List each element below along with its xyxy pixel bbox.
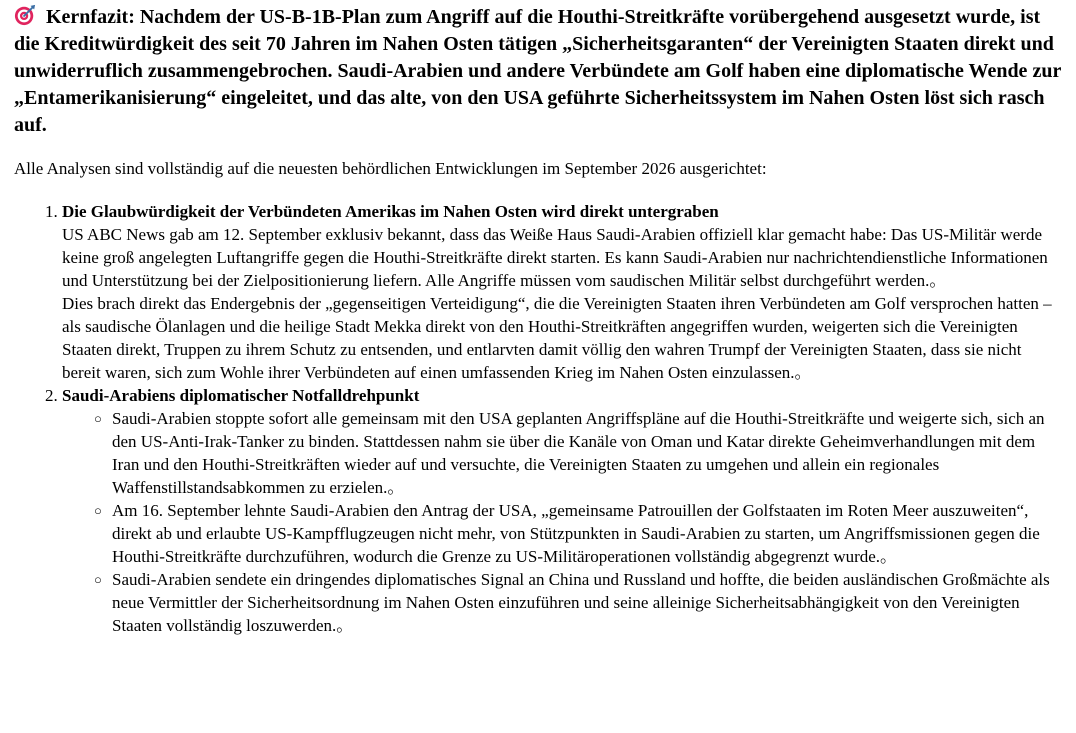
- headline-text: Kernfazit: Nachdem der US-B-1B-Plan zum Angriff auf die Houthi-Streitkräfte vorübergehend ausgesetzt wurde, ist die Kreditwürdigkeit des seit 70 Jahren im Nahen Osten tätigen „Sicherheitsgaranten“ der Vereinigten Staaten direkt und unwiderruflich zusammengebrochen. Saudi-Arabien und andere Verbündete am Golf haben eine diplomatische Wende zur „Entamerikanisierung“ eingeleitet, und das alte, von den USA geführte Sicherheitssystem im Nahen Osten löst sich rasch auf.: [14, 6, 1061, 136]
- sub-item-text: Am 16. September lehnte Saudi-Arabien den Antrag der USA, „gemeinsame Patrouillen der Golfstaaten im Roten Meer auszuweiten“, direkt ab und erlaubte US-Kampfflugzeugen nicht mehr, von Stützpunkten in Saudi-Arabien zu starten, um Angriffsmissionen gegen die Houthi-Streitkräfte durchzuführen, wodurch die Grenze zu US-Militäroperationen vollständig abgegrenzt wurde.。: [112, 501, 1040, 566]
- item-title: 1. Die Glaubwürdigkeit der Verbündeten Amerikas im Nahen Osten wird direkt untergraben: [62, 202, 719, 221]
- bullet-icon: ○: [94, 572, 102, 587]
- sub-list-item: [94, 407, 1062, 499]
- item-paragraph: Dies brach direkt das Endergebnis der „gegenseitigen Verteidigung“, die die Vereinigten Staaten ihren Verbündeten am Golf versprochen hatten – als saudische Ölanlagen und die heilige Stadt Mekka direkt von den Houthi-Streitkräften angegriffen wurden, weigerten sich die Vereinigten Staaten direkt, Truppen zu ihrem Schutz zu entsenden, und entlarvten damit völlig den wahren Trumpf der Vereinigten Staaten, dass sie nicht bereit waren, sich zum Wohle ihrer Verbündeten auf einen umfassenden Krieg im Nahen Osten einzulassen.。: [62, 294, 1052, 382]
- list-item: [62, 200, 1062, 384]
- main-list: [14, 200, 1062, 637]
- headline: [14, 4, 1062, 139]
- item-paragraph: US ABC News gab am 12. September exklusiv bekannt, dass das Weiße Haus Saudi-Arabien offiziell klar gemacht habe: Das US-Militär werde keine groß angelegten Luftangriffe gegen die Houthi-Streitkräfte direkt starten. Es kann Saudi-Arabien nur nachrichtendienstliche Informationen und Unterstützung bei der Zielpositionierung liefern. Alle Angriffe müssen vom saudischen Militär selbst durchgeführt werden.。: [62, 225, 1048, 290]
- sub-list-item: [94, 499, 1062, 568]
- sub-list-item: [94, 568, 1062, 637]
- sub-item-text: Saudi-Arabien sendete ein dringendes diplomatisches Signal an China und Russland und hoffte, die beiden ausländischen Großmächte als neue Vermittler der Sicherheitsordnung im Nahen Osten einzuführen und seine alleinige Sicherheitsabhängigkeit von den Vereinigten Staaten vollständig loszuwerden.。: [112, 570, 1050, 635]
- bullet-icon: ○: [94, 503, 102, 518]
- item-title: 2. Saudi-Arabiens diplomatischer Notfalldrehpunkt: [62, 386, 420, 405]
- target-icon: [14, 4, 36, 26]
- sub-list: [62, 407, 1062, 637]
- list-item: [62, 384, 1062, 637]
- sub-item-text: Saudi-Arabien stoppte sofort alle gemeinsam mit den USA geplanten Angriffspläne auf die Houthi-Streitkräfte und weigerte sich, sich an den US-Anti-Irak-Tanker zu binden. Stattdessen nahm sie über die Kanäle von Oman und Katar direkte Geheimverhandlungen mit dem Iran und den Houthi-Streitkräften wieder auf und versuchte, die Vereinigten Staaten zu umgehen und allein ein regionales Waffenstillstandsabkommen zu erzielen.。: [112, 409, 1045, 497]
- bullet-icon: ○: [94, 411, 102, 426]
- intro-text: Alle Analysen sind vollständig auf die neuesten behördlichen Entwicklungen im September 2026 ausgerichtet:: [14, 159, 767, 178]
